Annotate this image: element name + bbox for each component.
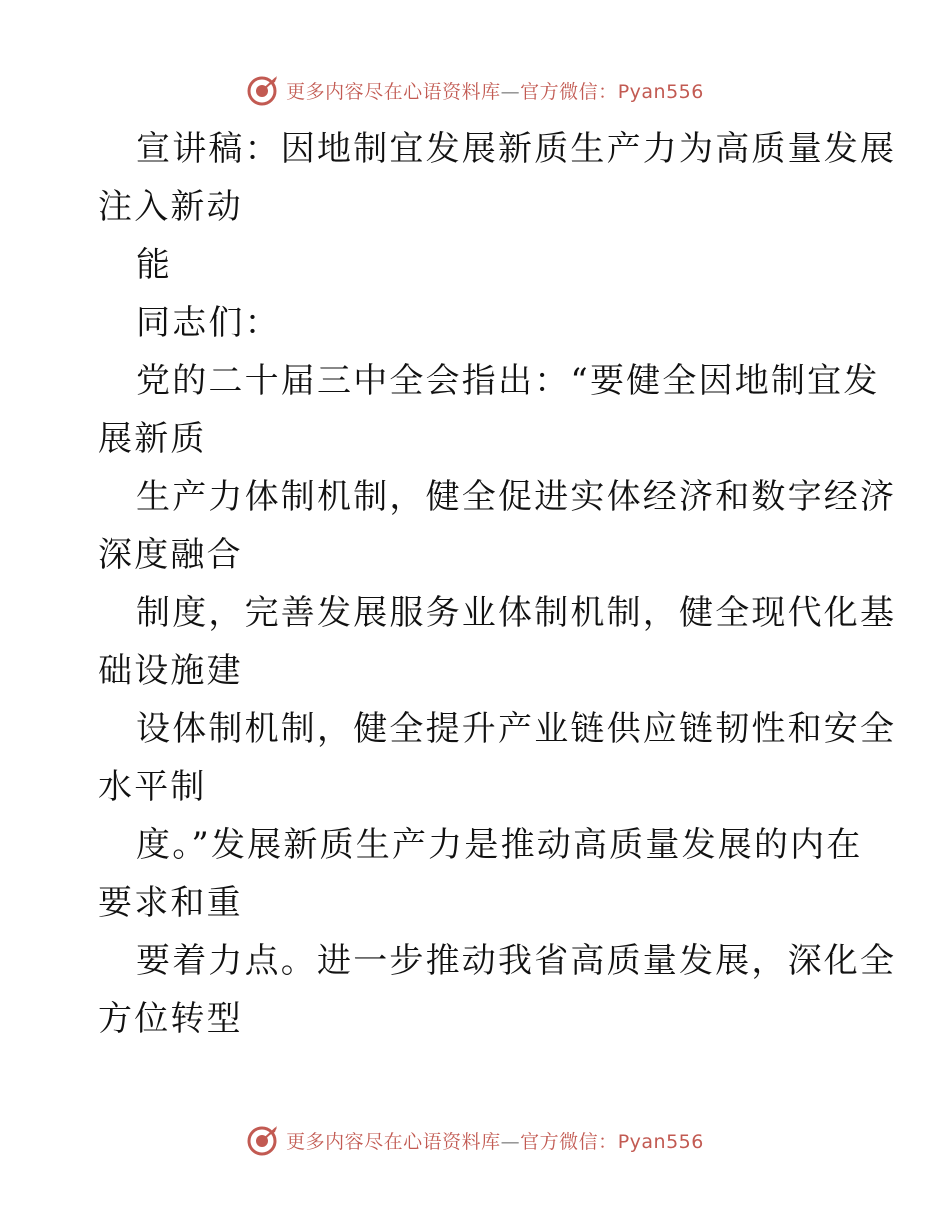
document-body	[98, 120, 897, 1048]
watermark-label: 官方微信：	[520, 80, 618, 103]
body-line: 深度融合	[98, 535, 243, 575]
body-line: 宣讲稿：因地制宜发展新质生产力为高质量发展	[136, 129, 897, 169]
body-line: 注入新动	[98, 187, 243, 227]
footer-watermark	[0, 1120, 950, 1160]
watermark-text	[286, 1127, 704, 1154]
watermark-wechat-id: Pyan556	[617, 80, 704, 103]
watermark-separator: —	[500, 80, 521, 103]
watermark-separator: —	[500, 1130, 521, 1153]
body-line: 能	[136, 245, 173, 285]
watermark-wechat-id: Pyan556	[617, 1130, 704, 1153]
body-line: 展新质	[98, 419, 207, 459]
body-line: 度。”发展新质生产力是推动高质量发展的内在	[136, 825, 863, 865]
body-line: 制度，完善发展服务业体制机制，健全现代化基	[136, 593, 897, 633]
quill-stamp-logo-icon	[246, 73, 280, 107]
watermark-text	[286, 77, 704, 104]
header-watermark	[0, 70, 950, 110]
body-line: 生产力体制机制，健全促进实体经济和数字经济	[136, 477, 897, 517]
body-line: 要着力点。进一步推动我省高质量发展，深化全	[136, 941, 897, 981]
body-line: 水平制	[98, 767, 207, 807]
body-line: 要求和重	[98, 883, 243, 923]
body-line: 方位转型	[98, 999, 243, 1039]
body-line: 础设施建	[98, 651, 243, 691]
quill-stamp-logo-icon	[246, 1123, 280, 1157]
watermark-brand: 更多内容尽在心语资料库	[286, 80, 501, 103]
watermark-label: 官方微信：	[520, 1130, 618, 1153]
body-line: 同志们：	[136, 303, 281, 343]
body-line: 设体制机制，健全提升产业链供应链韧性和安全	[136, 709, 897, 749]
watermark-brand: 更多内容尽在心语资料库	[286, 1130, 501, 1153]
body-line: 党的二十届三中全会指出：“要健全因地制宜发	[136, 361, 880, 401]
